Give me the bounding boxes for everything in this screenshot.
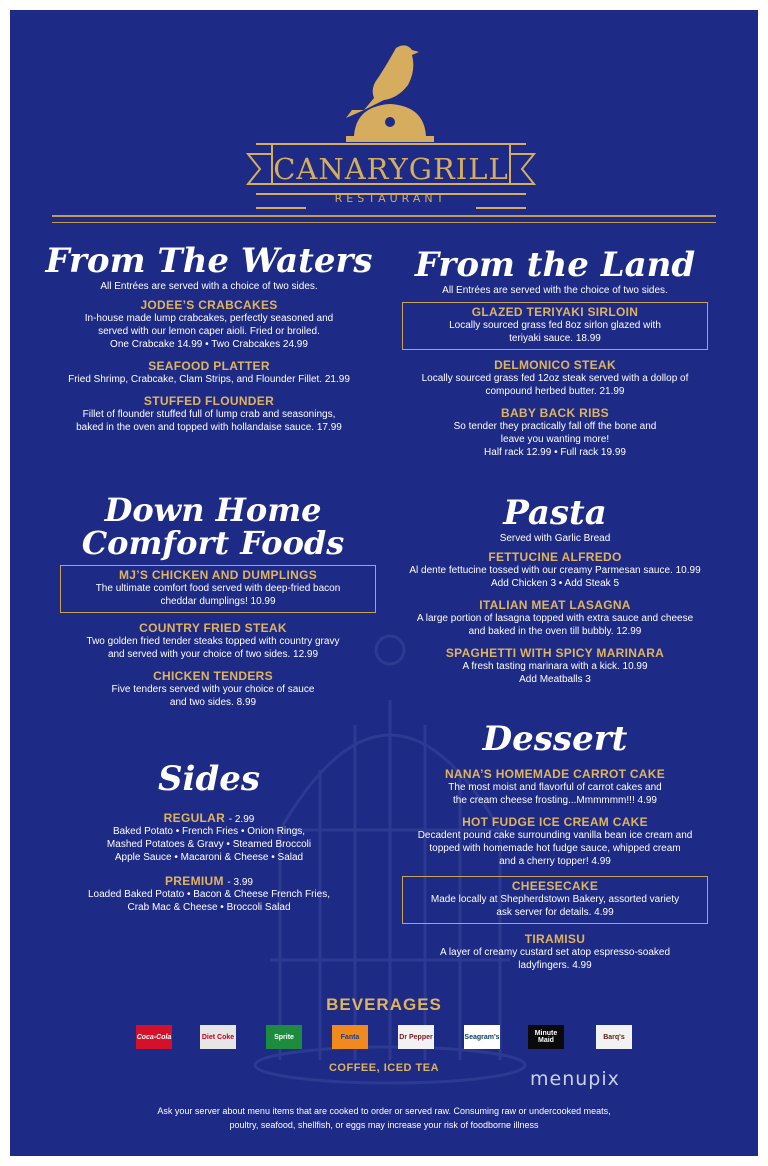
- item-name: CHEESECAKE: [511, 878, 599, 893]
- item-price: Half rack 12.99 • Full rack 19.99: [484, 446, 626, 458]
- brand-subtitle: RESTAURANT: [334, 192, 448, 205]
- section-title: From The Waters: [45, 241, 373, 281]
- minute-maid-logo: Minute Maid: [528, 1025, 564, 1049]
- menu-item: [390, 406, 720, 459]
- item-name: COUNTRY FRIED STEAK: [139, 621, 287, 636]
- item-description: Fried Shrimp, Crabcake, Clam Strips, and Flounder Fillet. 21.99: [68, 373, 350, 385]
- section-subtitle: All Entrées are served with the choice of two sides.: [442, 284, 668, 296]
- item-description: the cream cheese frosting...Mmmmmm!!! 4.99: [453, 794, 657, 806]
- item-description: Fillet of flounder stuffed full of lump crab and seasonings,: [82, 408, 336, 420]
- group-price: - 2.99: [228, 813, 255, 825]
- featured-menu-item: [402, 876, 708, 924]
- group-name: REGULAR: [163, 810, 226, 825]
- group-price: - 3.99: [227, 876, 253, 888]
- sides-list: Apple Sauce • Macaroni & Cheese • Salad: [114, 851, 304, 863]
- section-sides: [44, 759, 374, 914]
- beverage-logos: [134, 1025, 634, 1051]
- section-dessert: [390, 719, 720, 980]
- item-description: A fresh tasting marinara with a kick. 10.99: [462, 660, 648, 672]
- item-name: DELMONICO STEAK: [494, 357, 616, 372]
- section-subtitle: Served with Garlic Bread: [499, 532, 611, 544]
- item-description: compound herbed butter. 21.99: [485, 385, 625, 397]
- canary-bird-icon: [246, 40, 536, 152]
- sides-list: Baked Potato • French Fries • Onion Rings,: [112, 825, 306, 837]
- seagrams-logo: Seagram's: [464, 1025, 500, 1049]
- item-description: ask server for details. 4.99: [496, 906, 614, 918]
- item-name: STUFFED FLOUNDER: [143, 393, 275, 408]
- section-from-the-waters: [44, 241, 374, 442]
- menu-item: [390, 815, 720, 868]
- item-price: One Crabcake 14.99 • Two Crabcakes 24.99: [110, 338, 308, 350]
- item-name: TIRAMISU: [524, 931, 586, 946]
- menu-item: [390, 358, 720, 398]
- section-title-line1: Down Home: [104, 491, 322, 529]
- item-description: Locally sourced grass fed 8oz sirlon glazed with: [449, 319, 661, 331]
- item-description: Five tenders served with your choice of sauce: [111, 684, 315, 696]
- menu-item: [390, 932, 720, 972]
- item-description: A layer of creamy custard set atop espresso-soaked: [439, 946, 671, 958]
- beverages-title: BEVERAGES: [326, 995, 442, 1014]
- item-description: Two golden fried tender steaks topped with country gravy: [86, 636, 340, 648]
- item-description: Decadent pound cake surrounding vanilla bean ice cream and: [417, 829, 693, 841]
- section-comfort-foods: [48, 491, 378, 717]
- brand-name: CANARYGRILL: [273, 152, 509, 186]
- item-description: and served with your choice of two sides. 12.99: [107, 649, 319, 661]
- sides-list: Mashed Potatoes & Gravy • Steamed Broccoli: [106, 838, 312, 850]
- item-description: In-house made lump crabcakes, perfectly seasoned and: [84, 312, 334, 324]
- menu-item: [48, 669, 378, 709]
- item-description: and a cherry topper! 4.99: [499, 855, 611, 867]
- beverages-extra: COFFEE, ICED TEA: [328, 1062, 440, 1074]
- item-description: and two sides. 8.99: [169, 697, 257, 709]
- header-divider: [52, 215, 716, 223]
- food-safety-disclaimer: [70, 1105, 698, 1132]
- item-description: Al dente fettucine tossed with our creamy Parmesan sauce. 10.99: [409, 564, 701, 576]
- item-name: JODEE’S CRABCAKES: [140, 297, 278, 312]
- item-description: The most moist and flavorful of carrot cakes and: [448, 781, 662, 793]
- item-description: Locally sourced grass fed 12oz steak served with a dollop of: [421, 372, 689, 384]
- menu-item: [48, 621, 378, 661]
- item-description: Made locally at Shepherdstown Bakery, assorted variety: [430, 893, 680, 905]
- item-description: The ultimate comfort food served with deep-fried bacon: [95, 583, 341, 595]
- section-from-the-land: [390, 245, 720, 467]
- item-description: cheddar dumplings! 10.99: [160, 596, 276, 608]
- item-add-on: Add Meatballs 3: [519, 673, 591, 685]
- group-name: PREMIUM: [165, 873, 224, 888]
- diet-coke-logo: Diet Coke: [200, 1025, 236, 1049]
- item-description: teriyaki sauce. 18.99: [509, 332, 601, 344]
- menu-item: [44, 394, 374, 434]
- item-description: topped with homemade hot fudge sauce, whipped cream: [429, 842, 681, 854]
- sides-list: Loaded Baked Potato • Bacon & Cheese French Fries,: [88, 888, 330, 900]
- menu-page: [10, 10, 758, 1156]
- featured-menu-item: [60, 565, 376, 613]
- section-title: Dessert: [482, 719, 628, 759]
- menu-item: [390, 550, 720, 590]
- sides-group-premium: [44, 874, 374, 914]
- fanta-logo: Fanta: [332, 1025, 368, 1049]
- menu-item: [390, 767, 720, 807]
- brand-logo: [246, 40, 536, 210]
- item-description: served with our lemon caper aioli. Fried or broiled.: [98, 325, 320, 337]
- item-name: SEAFOOD PLATTER: [148, 358, 270, 373]
- section-subtitle: All Entrées are served with a choice of two sides.: [100, 280, 318, 292]
- menu-item: [390, 646, 720, 686]
- section-title-line2: Comfort Foods: [81, 523, 345, 562]
- item-description: and baked in the oven till bubbly. 12.99: [468, 625, 642, 637]
- barqs-logo: Barq's: [596, 1025, 632, 1049]
- item-name: HOT FUDGE ICE CREAM CAKE: [462, 814, 648, 829]
- item-description: ladyfingers. 4.99: [518, 959, 592, 971]
- item-add-on: Add Chicken 3 • Add Steak 5: [490, 577, 620, 589]
- featured-menu-item: [402, 302, 708, 350]
- menu-item: [44, 359, 374, 386]
- item-name: GLAZED TERIYAKI SIRLOIN: [471, 304, 639, 319]
- item-description: baked in the oven and topped with hollandaise sauce. 17.99: [76, 421, 342, 433]
- item-description: leave you wanting more!: [500, 433, 610, 445]
- coca-cola-logo: Coca-Cola: [136, 1025, 172, 1049]
- sprite-logo: Sprite: [266, 1025, 302, 1049]
- section-title: From the Land: [414, 245, 696, 285]
- section-title: Pasta: [503, 493, 607, 533]
- item-name: NANA’S HOMEMADE CARROT CAKE: [444, 766, 666, 781]
- sides-group-regular: [44, 811, 374, 864]
- disclaimer-line: poultry, seafood, shellfish, or eggs may increase your risk of foodborne illness: [229, 1119, 539, 1130]
- dr-pepper-logo: Dr Pepper: [398, 1025, 434, 1049]
- item-name: MJ’S CHICKEN AND DUMPLINGS: [118, 568, 318, 583]
- item-name: SPAGHETTI WITH SPICY MARINARA: [445, 645, 665, 660]
- item-name: CHICKEN TENDERS: [153, 669, 273, 684]
- item-name: ITALIAN MEAT LASAGNA: [479, 597, 631, 612]
- sides-list: Crab Mac & Cheese • Broccoli Salad: [127, 901, 291, 913]
- menu-item: [44, 298, 374, 351]
- item-description: A large portion of lasagna topped with extra sauce and cheese: [416, 612, 694, 624]
- menu-item: [390, 598, 720, 638]
- item-name: BABY BACK RIBS: [501, 405, 609, 420]
- disclaimer-line: Ask your server about menu items that are cooked to order or served raw. Consuming raw or undercooked meats,: [157, 1106, 611, 1116]
- item-name: FETTUCINE ALFREDO: [488, 549, 622, 564]
- section-pasta: [390, 493, 720, 694]
- item-description: So tender they practically fall off the bone and: [453, 420, 657, 432]
- section-title: Sides: [157, 759, 261, 799]
- menupix-watermark: menupix: [530, 1068, 620, 1090]
